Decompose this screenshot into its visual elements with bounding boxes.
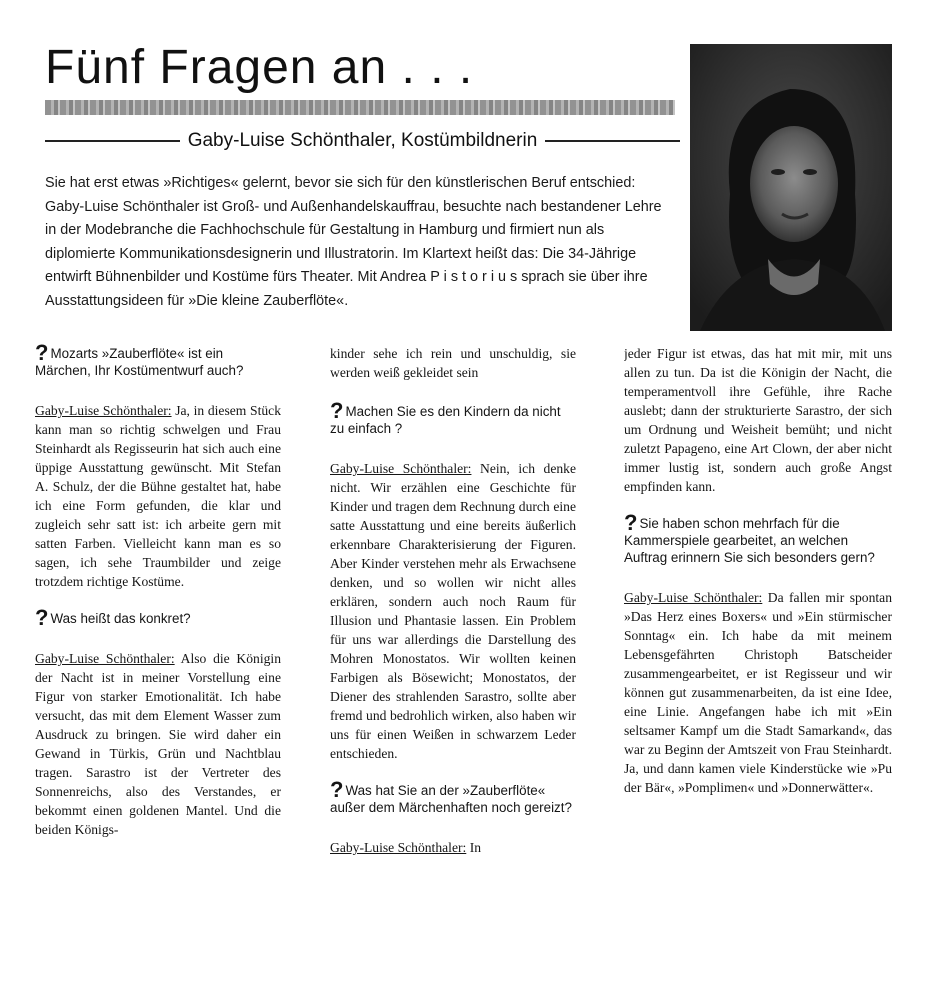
answer-1 <box>35 401 281 591</box>
column-3 <box>624 344 892 954</box>
question-1 <box>35 344 281 379</box>
answer-4-continued: jeder Figur ist etwas, das hat mit mir, mit uns allen zu tun. Da ist die Königin der Nacht, die temperamentvoll ihre Gefühle, ihre Rache auslebt; dann der strukturierte Sarastro, der sich um Ordnung und Weisheit bemüht; und nicht zuletzt Papageno, eine Art Clown, der aber nicht immer lustig ist, sondern auch große Angst empfinden kann. <box>624 346 892 494</box>
answer-text: Da fallen mir spontan »Das Herz eines Boxers« und »Ein stürmischer Sonntag« ein. Ich habe da mit meinem Lebensgefährten Christoph Batscheider zusammengearbeitet, er ist Regisseur und wir können gut zusammenarbeiten, da ist eine Idee, eine Linie. Angefangen habe ich mit »Ein seltsamer Kampf um die Stadt Samarkand«, das war zu Beginn der Amtszeit von Frau Steinhardt. Ja, und dann kamen viele Kinderstücke wie »Pu der Bär«, »Pomplimen« und »Donnerwätter«. <box>624 590 892 795</box>
answer-text: Nein, ich denke nicht. Wir erzählen eine Geschichte für Kinder und tragen dem Rechnung durch eine satte Ausstattung und eine bereits äußerlich erkennbare Charakterisierung der Figuren. Aber Kinder verstehen mehr als Erwachsene denken, und so wollen wir nicht alles erklären, sondern auch noch Raum für Illusion und Phantasie lassen. Ein Problem für uns war allerdings die Darstellung des Mohren Monostatos. Wir wollten keinen Farbigen als Bösewicht; Monostatos, der Diener des strahlenden Sarastro, sollte aber fremd und bedrohlich wirken, also haben wir uns für einen Weißen in schwarzem Leder entschieden. <box>330 461 576 761</box>
answer-4 <box>330 838 576 857</box>
speaker-name: Gaby-Luise Schönthaler: <box>35 651 175 666</box>
column-2 <box>330 344 576 954</box>
column-1 <box>35 344 281 954</box>
question-5 <box>624 510 892 566</box>
intro-paragraph: Sie hat erst etwas »Richtiges« gelernt, bevor sie sich für den künstlerischen Beruf entschied: Gaby-Luise Schönthaler ist Groß- und Außenhandelskauffrau, besuchte nach bestandener Lehre in der Modebranche die Fachhochschule für Gestaltung in Hamburg und firmiert nun als diplomierte Kommunikationsdesignerin und Illustratorin. Im Klartext heißt das: Die 34-Jährige entwirft Bühnenbilder und Kostüme fürs Theater. Mit Andrea P i s t o r i u s sprach sie über ihre Ausstattungsideen für »Die kleine Zauberflöte«. <box>45 175 662 309</box>
question-mark-icon: ? <box>330 398 344 423</box>
question-mark-icon: ? <box>35 344 49 365</box>
answer-2 <box>35 649 281 839</box>
speaker-name: Gaby-Luise Schönthaler: <box>35 403 172 418</box>
answer-3 <box>330 459 576 763</box>
speaker-name: Gaby-Luise Schönthaler: <box>330 461 472 476</box>
question-text: Was heißt das konkret? <box>50 611 191 626</box>
portrait-image <box>690 44 892 331</box>
question-mark-icon: ? <box>35 605 49 630</box>
answer-5 <box>624 588 892 797</box>
subtitle-rule-left <box>45 140 180 142</box>
headline: Fünf Fragen an . . . <box>45 41 474 94</box>
answer-text: Also die Königin der Nacht ist in meiner Vorstellung eine Figur von starker Emotionalität. Ich habe versucht, das mit dem Element Wasser zum Ausdruck zu bringen. Sie wird daher ein Gewand in Türkis, Grün und Nachtblau tragen. Sarastro ist der Vertreter des Sonnenreichs, also des Verstandes, er bekommt einen goldenen Mantel. Und die beiden Königs- <box>35 651 281 837</box>
subtitle-rule-right <box>545 140 680 142</box>
question-2 <box>35 605 281 630</box>
question-text: Machen Sie es den Kindern da nicht zu einfach ? <box>330 404 561 436</box>
speaker-name: Gaby-Luise Schönthaler: <box>624 590 763 605</box>
question-mark-icon: ? <box>330 777 344 802</box>
speaker-name: Gaby-Luise Schönthaler: <box>330 840 467 855</box>
portrait-photo <box>690 44 892 331</box>
subtitle-line <box>45 130 680 152</box>
answer-2-continued: kinder sehe ich rein und unschuldig, sie werden weiß gekleidet sein <box>330 346 576 380</box>
answer-text: In <box>469 840 482 855</box>
subtitle: Gaby-Luise Schönthaler, Kostümbildnerin <box>187 130 538 151</box>
question-text: Sie haben schon mehrfach für die Kammerspiele gearbeitet, an welchen Auftrag erinnern Sie sich besonders gern? <box>624 516 875 565</box>
question-text: Was hat Sie an der »Zauberflöte« außer dem Märchenhaften noch gereizt? <box>330 783 572 815</box>
question-4 <box>330 777 576 816</box>
question-3 <box>330 398 576 437</box>
print-smudge-bar <box>45 100 675 115</box>
answer-text: Ja, in diesem Stück kann man so richtig schwelgen und Frau Steinhardt als Regisseurin hat sich auch eine üppige Ausstattung gewünscht. Mit Stefan A. Schulz, der die Bühne gestaltet hat, habe ich eine Form gefunden, die klar und zugleich sehr satt ist: ich arbeite gern mit satten Farben. Vielleicht kann man es so sagen, ich sehe Traumbilder und zeige trotzdem richtige Kostüme. <box>35 403 281 589</box>
question-text: Mozarts »Zauberflöte« ist ein Märchen, Ihr Kostümentwurf auch? <box>35 346 244 378</box>
question-mark-icon: ? <box>624 510 638 535</box>
